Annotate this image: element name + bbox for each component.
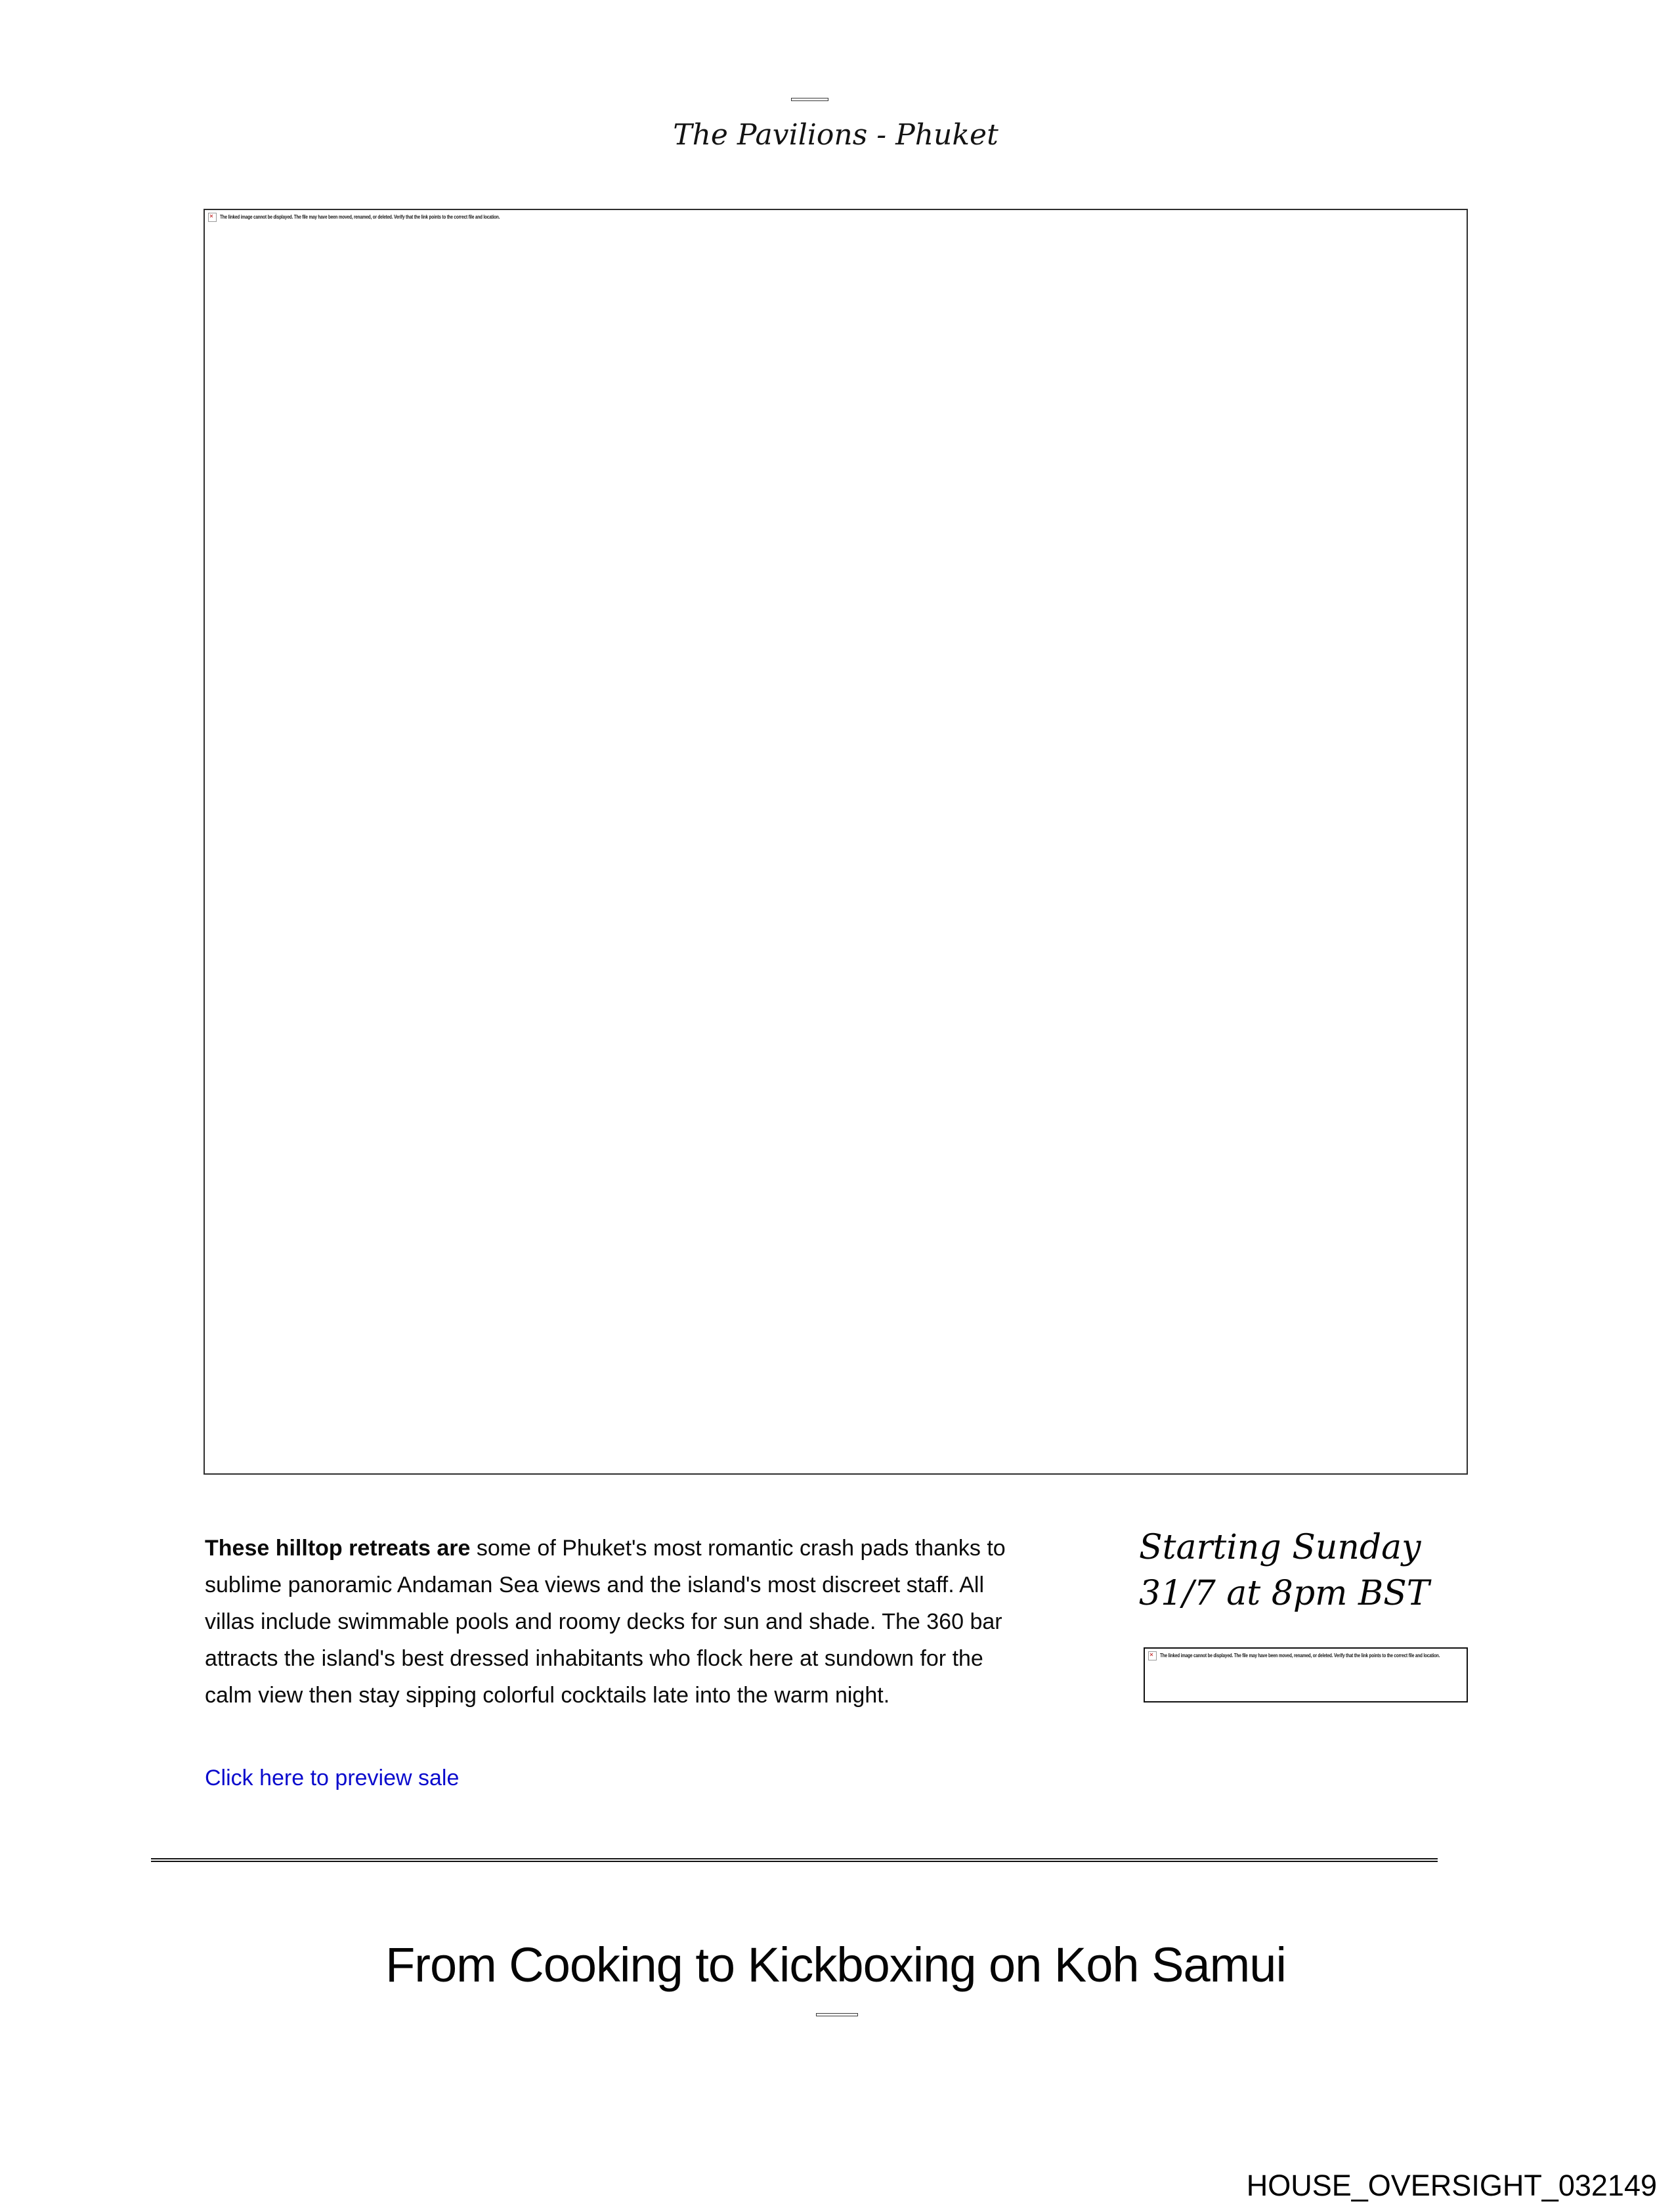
top-divider-rule	[791, 98, 828, 101]
broken-image-alt-text: The linked image cannot be displayed. The file may have been moved, renamed, or deleted. Verify that the link points to the correct file and location.	[220, 214, 500, 220]
next-section-heading: From Cooking to Kickboxing on Koh Samui	[385, 1938, 1286, 1992]
sale-start-line2: 31/7 at 8pm BST	[1139, 1574, 1430, 1613]
broken-image-alt-row	[208, 213, 570, 225]
section-divider-rule	[151, 1858, 1438, 1862]
article-body-text: some of Phuket's most romantic crash pads thanks to sublime panoramic Andaman Sea views and the island's most discreet staff. All villas include swimmable pools and roomy decks for sun and shade. The 360 bar attracts the island's best dressed inhabitants who flock here at sundown for the calm view then stay sipping colorful cocktails late into the warm night.	[205, 1536, 1006, 1708]
sale-start-heading	[1139, 1525, 1480, 1616]
bates-stamp: HOUSE_OVERSIGHT_032149	[1246, 2169, 1657, 2202]
article-paragraph	[205, 1530, 1019, 1714]
broken-image-alt-row	[1148, 1651, 1510, 1664]
preview-sale-link[interactable]: Click here to preview sale	[205, 1766, 460, 1790]
sale-thumb-placeholder	[1144, 1647, 1468, 1702]
article-bold-lead: These hilltop retreats are	[205, 1536, 471, 1561]
broken-image-alt-text: The linked image cannot be displayed. The file may have been moved, renamed, or deleted. Verify that the link points to the correct file and location.	[1160, 1653, 1440, 1659]
broken-image-icon	[1148, 1651, 1157, 1664]
heading-divider-rule	[816, 2013, 858, 2016]
page-title: The Pavilions - Phuket	[673, 118, 998, 152]
hero-image-placeholder	[204, 209, 1468, 1475]
broken-image-icon	[208, 213, 217, 225]
sale-start-line1: Starting Sunday	[1139, 1528, 1421, 1567]
